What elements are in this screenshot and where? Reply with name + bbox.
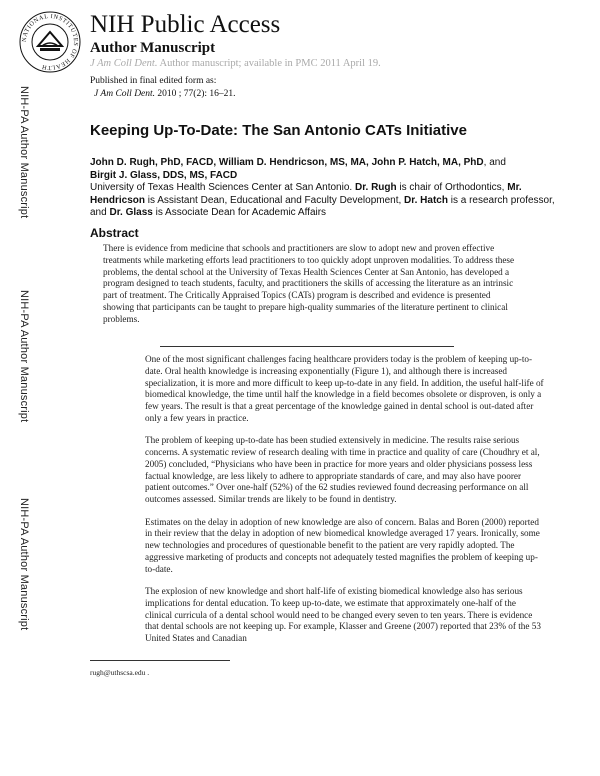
affiliation-hatch-role: is a research professor, and [90,194,555,218]
header-subtitle: Author Manuscript [90,40,216,56]
citation [90,88,236,101]
publication-info [90,75,236,101]
header-title: NIH Public Access [90,11,281,38]
affiliation-institution: University of Texas Health Sciences Center at San Antonio. [90,182,355,193]
affiliation-hendricson-role: is Assistant Dean, Educational and Faculty Development, [145,194,405,206]
affiliation-glass: Dr. Glass [109,207,153,218]
article-title: Keeping Up-To-Date: The San Antonio CATs Initiative [90,122,467,139]
affiliation-hatch: Dr. Hatch [404,194,448,206]
logo-text: NATIONAL INSTITUTES OF HEALTH [20,12,80,72]
footnote-rule [90,660,230,661]
body-paragraph: The explosion of new knowledge and short half-life of existing biomedical knowledge also has serious implications for dental education. To keep up-to-date, we estimate that approximately one-half of the clinical curricula of a dental school would need to be changed every seven to ten years. There is evidence that dental schools are not keeping up. For example, Klasser and Greene (2007) reported that 23% of the 53 United States and Canadian [145,586,541,644]
journal-abbrev: J Am Coll Dent. [90,58,158,69]
affiliation-rugh: Dr. Rugh [354,182,397,193]
affiliation-glass-role: is Associate Dean for Academic Affairs [152,207,327,218]
body-text [145,354,545,656]
affiliation-hendricson: Mr. Hendricson [90,182,522,206]
published-label: Published in final edited form as: [90,76,217,86]
section-divider [160,346,454,347]
authors-line-1: John D. Rugh, PhD, FACD, William D. Hendricson, MS, MA, John P. Hatch, MA, PhD [90,157,484,168]
footnote-email[interactable]: rugh@uthscsa.edu . [90,668,150,677]
authors-and: , and [483,157,506,168]
side-label-bottom: NIH-PA Author Manuscript [18,498,30,631]
affiliation [90,182,555,218]
authors-line-2: Birgit J. Glass, DDS, MS, FACD [90,169,238,181]
journal-availability: Author manuscript; available in PMC 2011 April 19. [157,58,381,69]
svg-text:NATIONAL INSTITUTES OF HEALTH [21,13,79,71]
side-label-middle: NIH-PA Author Manuscript [18,290,30,423]
body-paragraph: The problem of keeping up-to-date has been studied extensively in medicine. The results raise serious concerns. A systematic review of research dealing with time in practice and quality of care (Choudhry et al, 2005) concluded, “Physicians who have been in practice for more years and older physicians possess less factual knowledge, are less likely to adhere to appropriate standards of care, and may also have poorer patient outcomes.” Over one-half (52%) of the 62 studies reviewed found decreasing performance on all outcomes assessed. Similar trends are likely to be found in dentistry. [145,435,540,505]
journal-line [90,58,381,69]
citation-details: 2010 ; 77(2): 16–21. [155,89,236,99]
nih-logo [18,10,82,74]
body-paragraph: Estimates on the delay in adoption of new knowledge are also of concern. Balas and Boren (2000) reported in their review that the delay in adoption of new biomedical knowledge averaged 17 years. Ironically, some new technologies and procedures of questionable benefit to the patient are very rapidly adopted. The aggressive marketing of products and concepts not adequately tested magnifies the problem of keeping up-to-date. [145,516,540,574]
abstract-text: There is evidence from medicine that schools and practitioners are slow to adopt new and proven effective treatments while marketing efforts lead practitioners to too quickly adopt unproven modalities. To address these problems, the dental school at the University of Texas Health Sciences Center at San Antonio, has developed a program designed to teach students, faculty, and practitioners the skills of accessing the literature as an intrinsic part of treatment. The Critically Appraised Topics (CATs) program is described and evidence is presented showing that participants can be taught to prepare high-quality summaries of the literature pertinent to clinical problems. [103,243,515,324]
citation-journal: J Am Coll Dent. [94,89,156,99]
side-label-top: NIH-PA Author Manuscript [18,86,30,219]
body-paragraph: One of the most significant challenges facing healthcare providers today is the problem of keeping up-to-date. Oral health knowledge is increasing exponentially (Figure 1), and although there is increased specialization, it is more and more difficult to keep up-to-date in any field. In addition, the useful half-life of biomedical knowledge, the time until half the knowledge in a field becomes obsolete or disproven, is only a few years. The result is that a great percentage of the knowledge gained in dental school is out-dated after only a few years in practice. [145,354,544,423]
affiliation-rugh-role: is chair of Orthodontics, [396,182,508,193]
abstract-heading: Abstract [90,226,139,240]
authors-block [90,157,560,220]
